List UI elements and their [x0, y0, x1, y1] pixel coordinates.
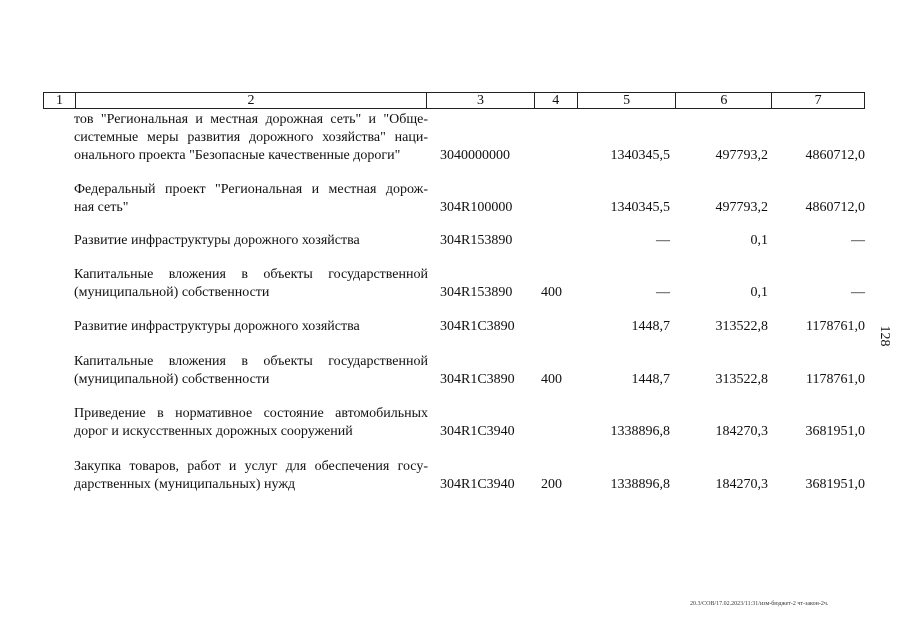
row-value-6: 313522,8 [715, 319, 768, 334]
row-code: 304R1C3940 [440, 477, 515, 492]
column-number-header [43, 92, 865, 109]
row-code: 304R1C3890 [440, 372, 515, 387]
column-number-3: 3 [427, 93, 535, 108]
column-number-5: 5 [578, 93, 677, 108]
row-value-5: — [656, 233, 670, 248]
row-expense-type: 400 [541, 372, 562, 387]
description-line: Развитие инфраструктуры дорожного хозяйства [74, 319, 360, 334]
row-value-5: 1338896,8 [610, 424, 670, 439]
row-description [74, 458, 428, 494]
row-value-6: 184270,3 [715, 477, 768, 492]
row-description [74, 318, 428, 336]
row-description [74, 405, 428, 441]
row-value-7: 1178761,0 [806, 372, 865, 387]
description-line: дорог и искусственных дорожных сооружений [74, 424, 353, 439]
row-code: 304R153890 [440, 233, 513, 248]
row-code: 304R1C3940 [440, 424, 515, 439]
column-number-1: 1 [44, 93, 76, 108]
column-number-6: 6 [676, 93, 772, 108]
description-line: тов "Региональная и местная дорожная сеть" и "Обще- [74, 112, 428, 127]
document-footer-stamp: 20.3/СОВ/17.02.2023/11:31/изм-бюджет-2 чт-закон-2ч. [690, 601, 829, 607]
row-value-5: 1448,7 [631, 319, 670, 334]
row-value-6: 497793,2 [715, 148, 768, 163]
column-number-7: 7 [814, 93, 822, 108]
row-description [74, 353, 428, 389]
row-value-7: 4860712,0 [805, 148, 865, 163]
description-line: Капитальные вложения в объекты государственной [74, 354, 428, 369]
description-line: (муниципальной) собственности [74, 372, 270, 387]
description-line: Приведение в нормативное состояние автомобильных [74, 406, 428, 421]
row-value-6: 184270,3 [715, 424, 768, 439]
description-line: ная сеть" [74, 200, 129, 215]
row-value-6: 0,1 [750, 233, 768, 248]
row-value-6: 0,1 [750, 285, 768, 300]
column-number-4: 4 [535, 93, 578, 108]
description-line: системные меры развития дорожного хозяйства" наци- [74, 130, 428, 145]
row-value-7: 3681951,0 [805, 477, 865, 492]
description-line: Развитие инфраструктуры дорожного хозяйства [74, 233, 360, 248]
row-value-5: 1448,7 [631, 372, 670, 387]
description-line: (муниципальной) собственности [74, 285, 270, 300]
column-number-2: 2 [76, 93, 427, 108]
row-code: 304R1C3890 [440, 319, 515, 334]
row-value-5: 1340345,5 [610, 148, 670, 163]
row-value-7: — [851, 285, 865, 300]
row-value-7: 1178761,0 [806, 319, 865, 334]
row-value-7: 3681951,0 [805, 424, 865, 439]
description-line: Федеральный проект "Региональная и местная дорож- [74, 182, 428, 197]
row-description [74, 111, 428, 165]
row-description [74, 181, 428, 217]
row-value-6: 497793,2 [715, 200, 768, 215]
row-description [74, 232, 428, 250]
row-value-7: — [851, 233, 865, 248]
row-value-7: 4860712,0 [805, 200, 865, 215]
row-code: 304R100000 [440, 200, 513, 215]
description-line: онального проекта "Безопасные качественные дороги" [74, 148, 401, 163]
description-line: дарственных (муниципальных) нужд [74, 477, 296, 492]
row-value-5: 1340345,5 [610, 200, 670, 215]
description-line: Капитальные вложения в объекты государственной [74, 267, 428, 282]
row-code: 3040000000 [440, 148, 510, 163]
row-code: 304R153890 [440, 285, 513, 300]
row-description [74, 266, 428, 302]
description-line: Закупка товаров, работ и услуг для обеспечения госу- [74, 459, 428, 474]
row-expense-type: 400 [541, 285, 562, 300]
row-value-5: 1338896,8 [610, 477, 670, 492]
row-expense-type: 200 [541, 477, 562, 492]
row-value-6: 313522,8 [715, 372, 768, 387]
page-number: 128 [877, 325, 892, 347]
row-value-5: — [656, 285, 670, 300]
